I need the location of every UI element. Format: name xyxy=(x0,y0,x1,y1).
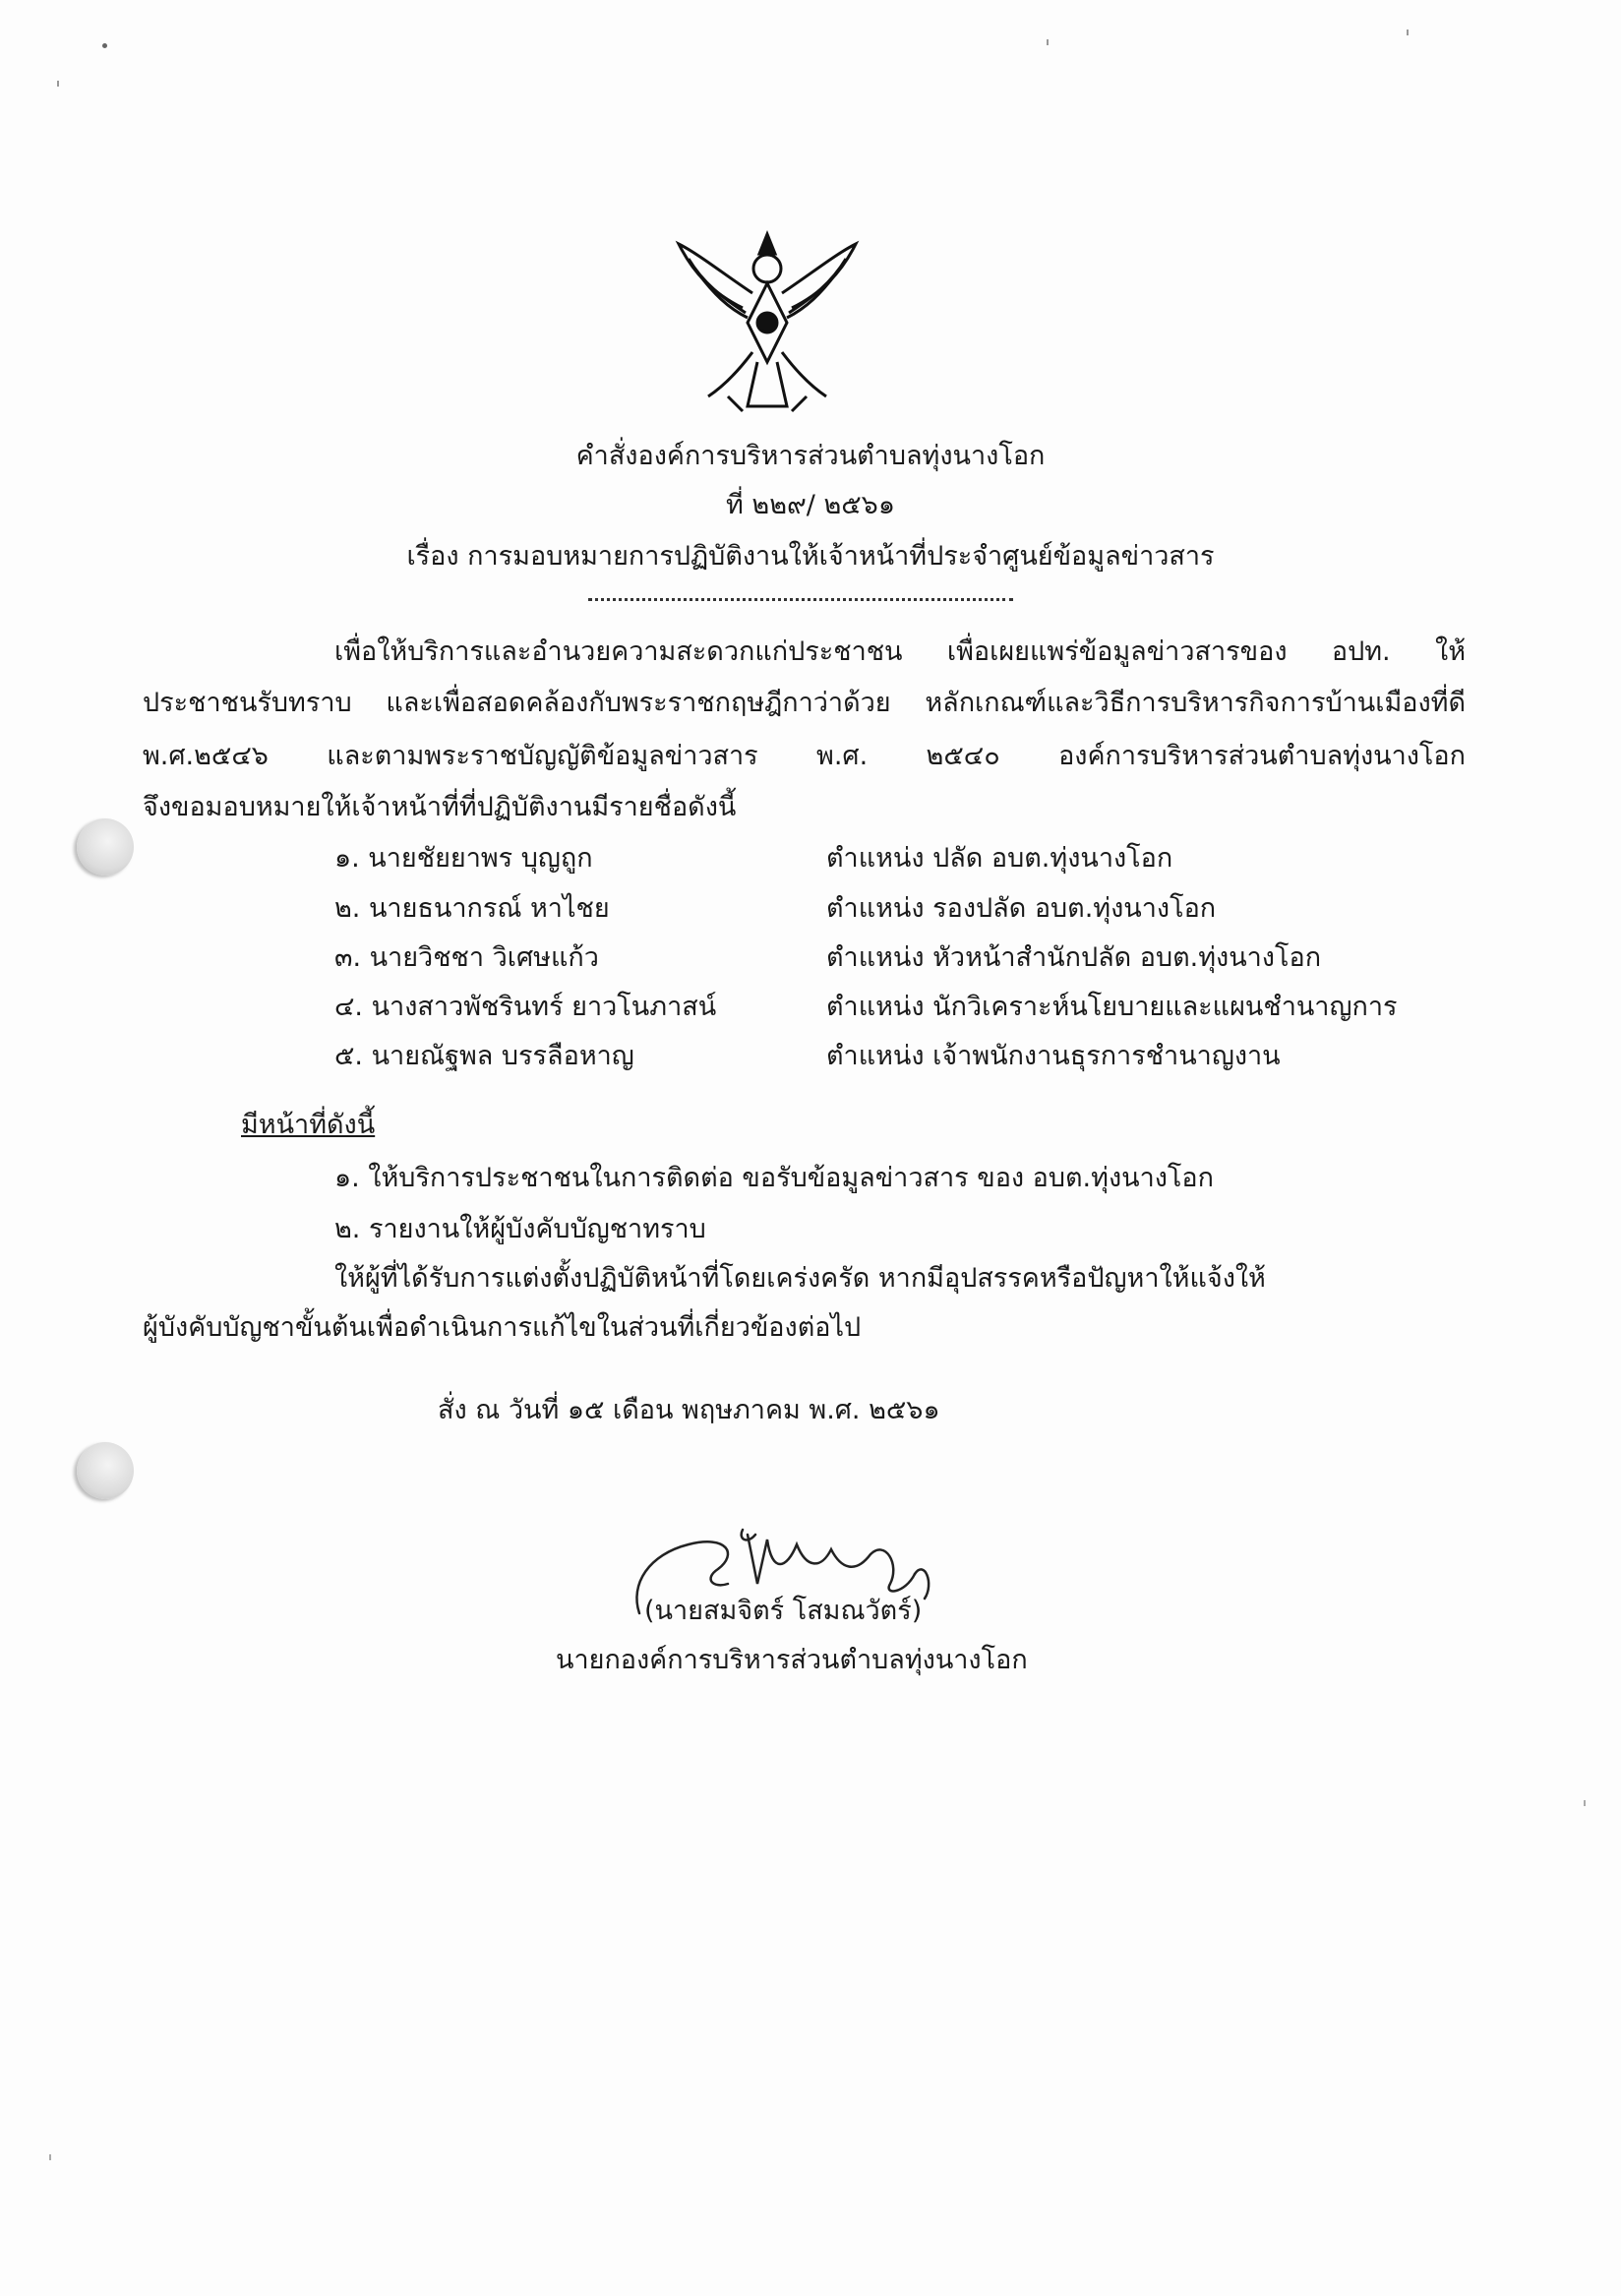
scan-speck xyxy=(102,43,107,48)
staff-name: ๕. นายณัฐพล บรรลือหาญ xyxy=(334,1041,634,1071)
staff-name: ๓. นายวิชชา วิเศษแก้ว xyxy=(334,942,599,973)
paragraph-line-2: ประชาชนรับทราบ และเพื่อสอดคล้องกับพระราชกฤษฎีกาว่าด้วย หลักเกณฑ์และวิธีการบริหารกิจการบ้านเมืองที่ดี xyxy=(143,688,1466,718)
staff-name: ๑. นายชัยยาพร บุญถูก xyxy=(334,843,593,874)
closing-line-1: ให้ผู้ที่ได้รับการแต่งตั้งปฏิบัติหน้าที่โดยเคร่งครัด หากมีอุปสรรคหรือปัญหาให้แจ้งให้ xyxy=(334,1263,1266,1294)
staff-position: ตำแหน่ง เจ้าพนักงานธุรการชำนาญงาน xyxy=(826,1041,1281,1071)
order-number: ที่ ๒๒๙/ ๒๕๖๑ xyxy=(726,490,895,520)
staff-position: ตำแหน่ง ปลัด อบต.ทุ่งนางโอก xyxy=(826,843,1173,874)
scan-speck xyxy=(49,2154,51,2160)
dotted-divider xyxy=(588,598,1013,601)
duties-heading: มีหน้าที่ดังนี้ xyxy=(241,1110,376,1140)
order-date: สั่ง ณ วันที่ ๑๕ เดือน พฤษภาคม พ.ศ. ๒๕๖๑ xyxy=(438,1395,940,1425)
punch-hole xyxy=(77,818,134,876)
paragraph-line-1: เพื่อให้บริการและอำนวยความสะดวกแก่ประชาชน เพื่อเผยแพร่ข้อมูลข่าวสารของ อปท. ให้ xyxy=(334,636,1466,667)
closing-line-2: ผู้บังคับบัญชาขั้นต้นเพื่อดำเนินการแก้ไขในส่วนที่เกี่ยวข้องต่อไป xyxy=(143,1312,862,1343)
staff-position: ตำแหน่ง นักวิเคราะห์นโยบายและแผนชำนาญการ xyxy=(826,992,1398,1022)
order-title: คำสั่งองค์การบริหารส่วนตำบลทุ่งนางโอก xyxy=(575,441,1046,471)
staff-position: ตำแหน่ง หัวหน้าสำนักปลัด อบต.ทุ่งนางโอก xyxy=(826,942,1322,973)
scan-speck xyxy=(1584,1800,1586,1806)
signatory-name: (นายสมจิตร์ โสมณวัตร์) xyxy=(644,1596,923,1626)
signatory-title: นายกองค์การบริหารส่วนตำบลทุ่งนางโอก xyxy=(556,1645,1028,1675)
order-subject: เรื่อง การมอบหมายการปฏิบัติงานให้เจ้าหน้าที่ประจำศูนย์ข้อมูลข่าวสาร xyxy=(406,541,1215,572)
staff-position: ตำแหน่ง รองปลัด อบต.ทุ่งนางโอก xyxy=(826,893,1217,924)
scan-speck xyxy=(1407,30,1409,35)
garuda-emblem-icon xyxy=(669,214,866,421)
staff-name: ๒. นายธนากรณ์ หาไชย xyxy=(334,893,610,924)
paragraph-line-4: จึงขอมอบหมายให้เจ้าหน้าที่ที่ปฏิบัติงานมีรายชื่อดังนี้ xyxy=(143,792,737,822)
punch-hole xyxy=(77,1442,134,1499)
duty-item: ๑. ให้บริการประชาชนในการติดต่อ ขอรับข้อมูลข่าวสาร ของ อบต.ทุ่งนางโอก xyxy=(334,1163,1214,1193)
scan-speck xyxy=(1047,39,1049,45)
duty-item: ๒. รายงานให้ผู้บังคับบัญชาทราบ xyxy=(334,1214,706,1244)
staff-name: ๔. นางสาวพัชรินทร์ ยาวโนภาสน์ xyxy=(334,992,717,1022)
scan-speck xyxy=(57,81,59,87)
paragraph-line-3: พ.ศ.๒๕๔๖ และตามพระราชบัญญัติข้อมูลข่าวสาร พ.ศ. ๒๕๔๐ องค์การบริหารส่วนตำบลทุ่งนางโอก xyxy=(143,741,1466,771)
